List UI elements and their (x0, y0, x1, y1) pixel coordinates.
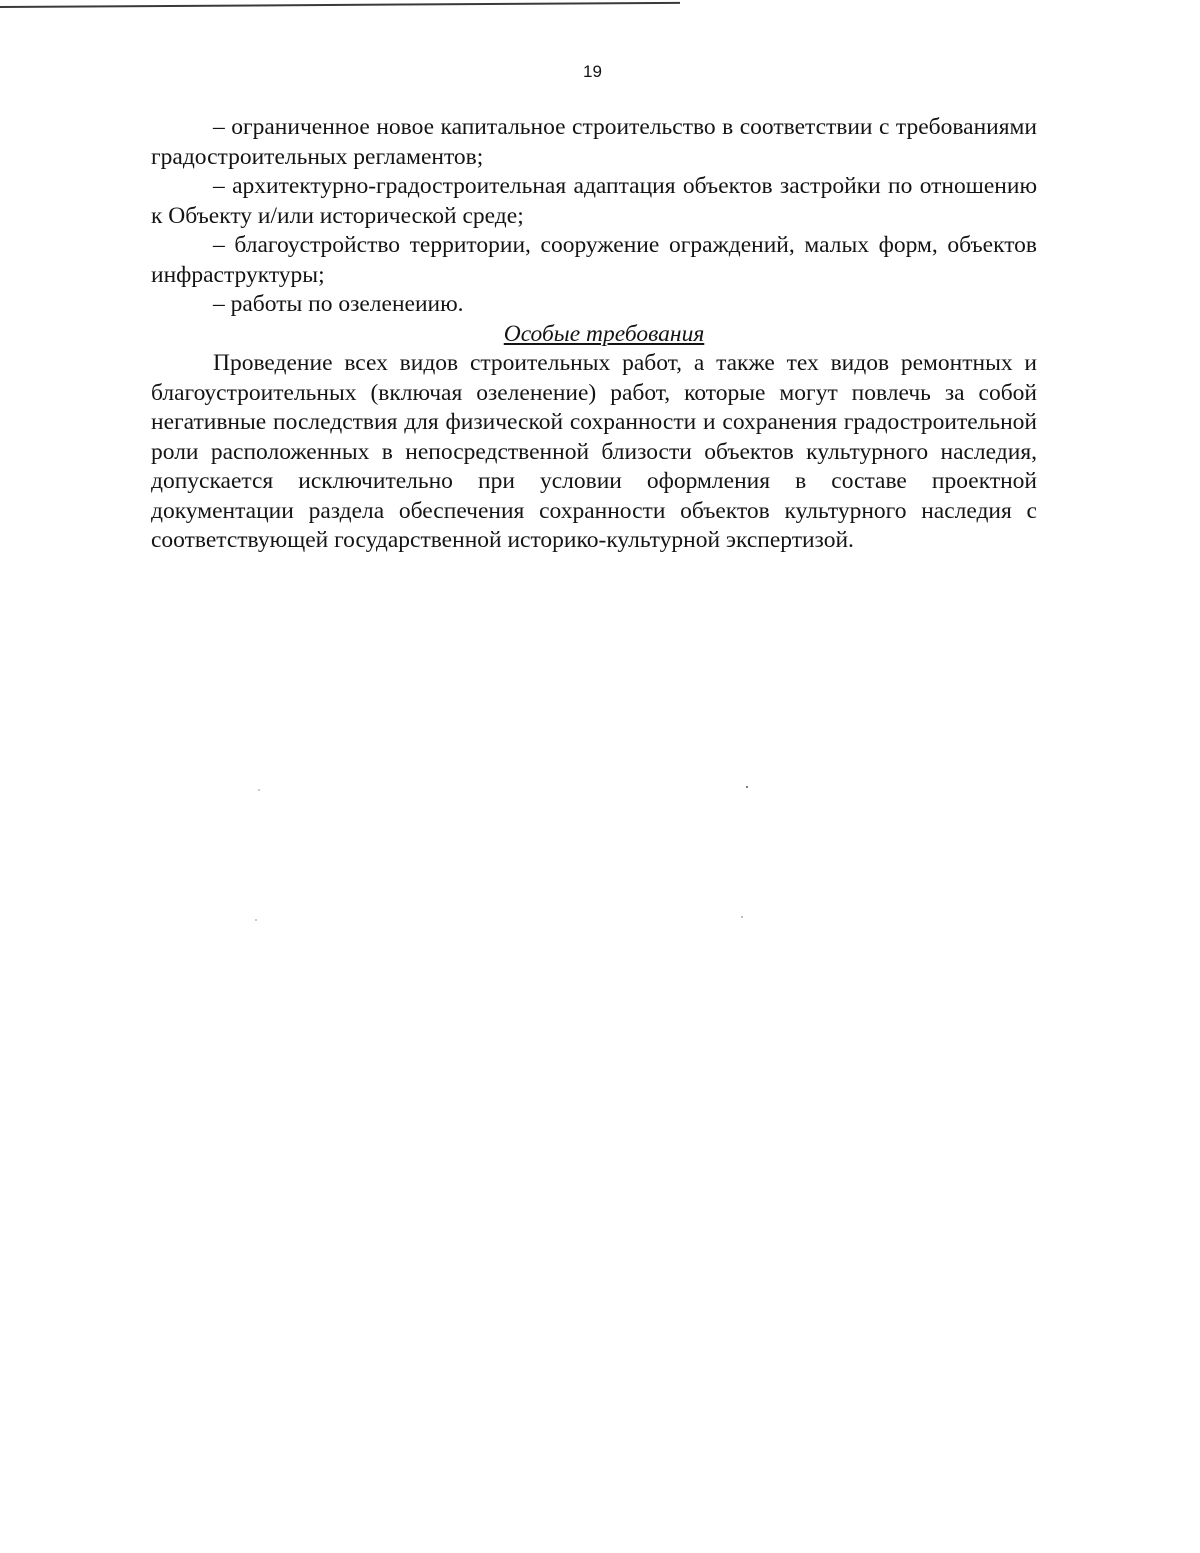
scan-edge-line (0, 2, 680, 8)
scan-speck (255, 919, 257, 921)
list-item: – архитектурно-градостроительная адаптация объектов застройки по отношению к Объекту и/или исторической среде; (151, 173, 1037, 229)
scan-speck (741, 916, 743, 918)
section-paragraph: Проведение всех видов строительных работ, а также тех видов ремонтных и благоустроительных (включая озеленение) работ, которые могут повлечь за собой негативные последствия для физической сохранности и сохранения градостроительной роли расположенных в непосредственной близости объектов культурного наследия, допускается исключительно при условии оформления в составе проектной документации раздела обеспечения сохранности объектов культурного наследия с соответствующей государственной историко-культурной экспертизой. (151, 350, 1037, 553)
document-body (151, 113, 1037, 556)
list-item: – благоустройство территории, сооружение ограждений, малых форм, объектов инфраструктуры; (151, 232, 1037, 288)
scan-speck (746, 786, 748, 788)
list-item: – работы по озеленеиию. (213, 291, 464, 317)
scan-speck (258, 789, 260, 791)
list-item: – ограниченное новое капитальное строительство в соответствии с требованиями градостроительных регламентов; (151, 114, 1037, 170)
section-heading: Особые требования (503, 320, 705, 347)
page-number: 19 (583, 62, 602, 81)
